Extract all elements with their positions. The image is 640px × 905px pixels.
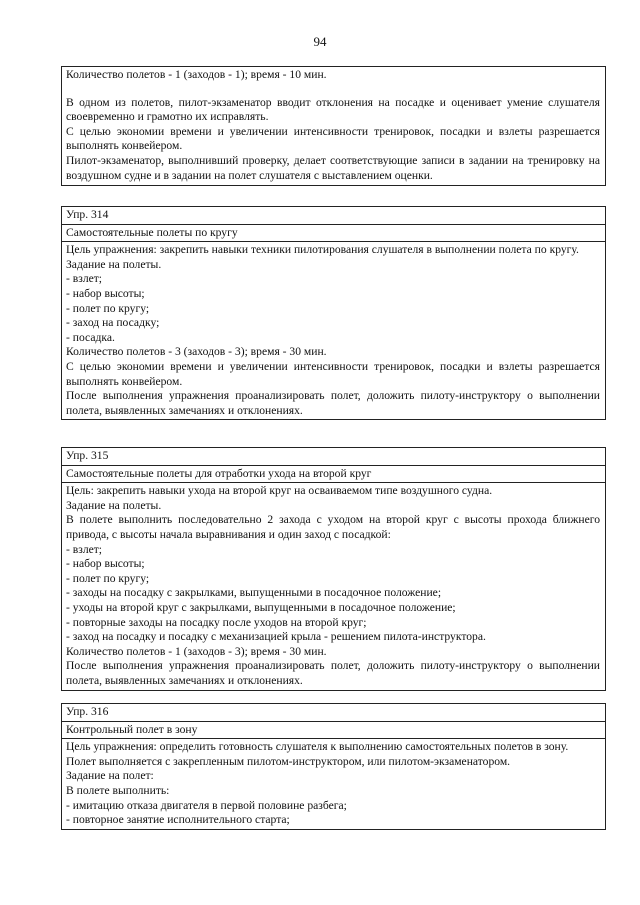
exercise-315-box	[61, 447, 606, 691]
list-item: - повторное занятие исполнительного старта;	[66, 813, 290, 827]
list-item: - взлет;	[66, 542, 103, 556]
paragraph-with-pilot: Полет выполняется с закрепленным пилотом-инструктором, или пилотом-экзаменатором.	[66, 754, 511, 768]
list-item: - имитацию отказа двигателя в первой половине разбега;	[66, 798, 347, 812]
exercise-number: Упр. 316	[66, 705, 109, 718]
flight-count-text: Количество полетов - 1 (заходов - 1); время - 10 мин.	[66, 68, 327, 81]
list-item: - набор высоты;	[66, 286, 145, 300]
paragraph-conveyor: С целью экономии времени и увеличении интенсивности тренировок, посадки и взлеты разрешается выполнять конвейером.	[66, 359, 600, 388]
list-item: - взлет;	[66, 272, 103, 286]
paragraph-examiner-records: Пилот-экзаменатор, выполнивший проверку, делает соответствующие записи в задании на тренировку на воздушном судне и в задании на полет слушателя с выставлением оценки.	[66, 153, 600, 182]
exercise-body	[62, 241, 605, 419]
list-item: - заход на посадку и посадку с механизацией крыла - решением пилота-инструктора.	[66, 630, 486, 644]
exercise-title: Контрольный полет в зону	[62, 721, 605, 739]
exercise-316-box	[61, 703, 606, 830]
paragraph-after-exercise: После выполнения упражнения проанализировать полет, доложить пилоту-инструктору о выполнении полета, выявленных замечаниях и отклонениях.	[66, 389, 600, 417]
list-item: - набор высоты;	[66, 557, 145, 571]
exercise-314-box	[61, 206, 606, 420]
paragraph-deviations: В одном из полетов, пилот-экзаменатор вводит отклонения на посадке и оценивает умение слушателя своевременно и грамотно их исправлять.	[66, 95, 600, 124]
block-continuation-body	[62, 67, 605, 185]
list-item: - полет по кругу;	[66, 301, 150, 315]
flight-count-text: Количество полетов - 3 (заходов - 3); время - 30 мин.	[66, 345, 327, 359]
list-item: - уходы на второй круг с закрылками, выпущенными в посадочное положение;	[66, 600, 456, 614]
flight-count-text: Количество полетов - 1 (заходов - 3); время - 30 мин.	[66, 644, 327, 658]
exercise-title: Самостоятельные полеты по кругу	[62, 224, 605, 242]
exercise-number: Упр. 315	[66, 449, 109, 462]
paragraph-after-exercise: После выполнения упражнения проанализировать полет, доложить пилоту-инструктору о выполнении полета, выявленных замечаниях и отклонениях.	[66, 659, 600, 687]
paragraph-conveyor: С целью экономии времени и увеличении интенсивности тренировок, посадки и взлеты разрешается выполнять конвейером.	[66, 124, 600, 153]
list-item: - заход на посадку;	[66, 316, 160, 330]
list-item: - посадка.	[66, 330, 115, 344]
exercise-goal: Цель упражнения: определить готовность слушателя к выполнению самостоятельных полетов в зону.	[66, 740, 569, 754]
task-heading: Задание на полет:	[66, 769, 154, 783]
list-item: - повторные заходы на посадку после уходов на второй круг;	[66, 615, 367, 629]
list-item: - полет по кругу;	[66, 571, 150, 585]
block-continuation	[61, 66, 606, 186]
exercise-number: Упр. 314	[66, 208, 109, 221]
task-heading: Задание на полеты.	[66, 257, 162, 271]
paragraph-in-flight: В полете выполнить:	[66, 783, 170, 797]
exercise-title: Самостоятельные полеты для отработки ухода на второй круг	[62, 465, 605, 483]
exercise-body	[62, 738, 605, 829]
paragraph-in-flight: В полете выполнить последовательно 2 захода с уходом на второй круг с высоты прохода ближнего привода, с высоты начала выравнивания и один заход с посадкой:	[66, 513, 600, 541]
task-heading: Задание на полеты.	[66, 498, 162, 512]
exercise-goal: Цель: закрепить навыки ухода на второй круг на осваиваемом типе воздушного судна.	[66, 484, 493, 498]
exercise-goal: Цель упражнения: закрепить навыки техники пилотирования слушателя в выполнении полета по кругу.	[66, 243, 579, 257]
page-number: 94	[313, 34, 327, 49]
exercise-body	[62, 482, 605, 689]
list-item: - заходы на посадку с закрылками, выпущенными в посадочное положение;	[66, 586, 442, 600]
